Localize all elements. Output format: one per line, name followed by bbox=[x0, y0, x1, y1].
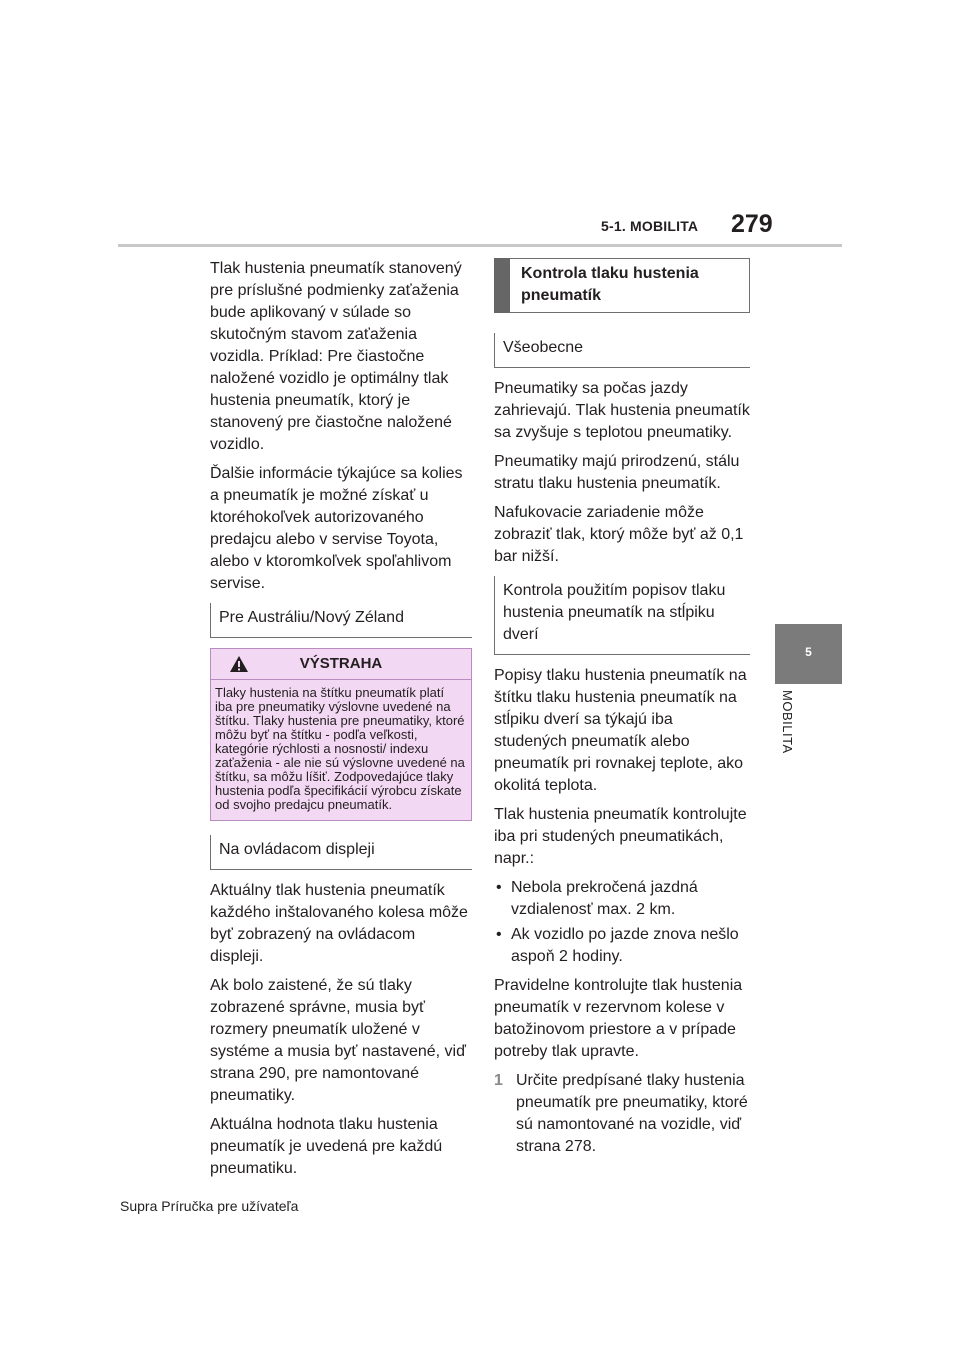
chapter-label-box bbox=[780, 690, 810, 780]
warning-title: VÝSTRAHA bbox=[299, 655, 383, 672]
section-title: Kontrola tlaku hustenia pneumatík bbox=[521, 265, 699, 304]
paragraph: Pravidelne kontrolujte tlak hustenia pneumatík v rezervnom kolese v batožinovom priestore a v prípade potreby tlak upravte. bbox=[494, 977, 743, 1060]
paragraph: Tlak hustenia pneumatík stanovený pre príslušné podmienky zaťaženia bude aplikovaný v súlade so skutočným stavom zaťaženia vozidla. Príklad: Pre čiastočne naložené vozidlo je optimálny tlak hustenia pneumatík, ktorý je stanovený pre čiastočne naložené vozidlo. bbox=[210, 260, 462, 453]
right-column bbox=[494, 258, 750, 1158]
left-column bbox=[210, 258, 472, 1187]
header-rule bbox=[118, 244, 842, 247]
page-number: 279 bbox=[731, 210, 773, 238]
paragraph: Nafukovacie zariadenie môže zobraziť tlak, ktorý môže byť až 0,1 bar nižší. bbox=[494, 504, 744, 565]
paragraph: Tlak hustenia pneumatík kontrolujte iba pri studených pneumatikách, napr.: bbox=[494, 806, 747, 867]
paragraph: Aktuálny tlak hustenia pneumatík každého inštalovaného kolesa môže byť zobrazený na ovládacom displeji. bbox=[210, 882, 468, 965]
bullet-text: Ak vozidlo po jazde znova nešlo aspoň 2 hodiny. bbox=[511, 926, 739, 965]
section-title-box bbox=[494, 258, 750, 313]
bullet-item bbox=[494, 877, 750, 921]
chapter-label: MOBILITA bbox=[780, 690, 795, 754]
step-item bbox=[494, 1070, 750, 1158]
section-header: 5-1. MOBILITA bbox=[601, 218, 699, 234]
paragraph: Aktuálna hodnota tlaku hustenia pneumatík je uvedená pre každú pneumatiku. bbox=[210, 1116, 443, 1177]
chapter-tab bbox=[775, 624, 842, 684]
warning-box bbox=[210, 648, 472, 821]
subheading: Na ovládacom displeji bbox=[210, 835, 472, 870]
subheading: Pre Austráliu/Nový Zéland bbox=[210, 603, 472, 638]
step-text: Určite predpísané tlaky hustenia pneumatík pre pneumatiky, ktoré sú namontované na vozidle, viď strana 278. bbox=[516, 1072, 748, 1155]
section-title-bar bbox=[494, 258, 510, 313]
paragraph: Popisy tlaku hustenia pneumatík na štítku tlaku hustenia pneumatík na stĺpiku dverí sa týkajú iba studených pneumatík alebo pneumatík pri rovnakej teplote, ako okolitá teplota. bbox=[494, 667, 747, 794]
paragraph: Ak bolo zaistené, že sú tlaky zobrazené správne, musia byť rozmery pneumatík uložené v systéme a musia byť nastavené, viď strana 290, pre namontované pneumatiky. bbox=[210, 977, 466, 1104]
footer: Supra Príručka pre užívateľa bbox=[120, 1198, 299, 1214]
warning-triangle-icon bbox=[229, 655, 249, 673]
warning-text: Tlaky hustenia na štítku pneumatík platí iba pre pneumatiky výslovne uvedené na štítku. Tlaky hustenia pre pneumatiky, ktoré môžu byť na štítku - podľa veľkosti, kategórie rýchlosti a nosnosti/ indexu zaťaženia - ale nie sú výslovne uvedené na štítku, sa môžu líšiť. Zodpovedajúce tlaky hustenia podľa špecifikácií výrobcu získate od svojho predajcu pneumatík. bbox=[215, 685, 465, 812]
paragraph: Ďalšie informácie týkajúce sa kolies a pneumatík je možné získať u ktoréhokoľvek autorizovaného predajcu alebo v servise Toyota, alebo v ktoromkoľvek spoľahlivom servise. bbox=[210, 465, 463, 592]
paragraph: Pneumatiky majú prirodzenú, stálu stratu tlaku hustenia pneumatík. bbox=[494, 453, 740, 492]
subheading: Kontrola použitím popisov tlaku hustenia pneumatík na stĺpiku dverí bbox=[494, 576, 750, 655]
warning-header bbox=[211, 649, 471, 680]
paragraph: Pneumatiky sa počas jazdy zahrievajú. Tlak hustenia pneumatík sa zvyšuje s teplotou pneumatiky. bbox=[494, 380, 750, 441]
bullet-icon: • bbox=[496, 926, 502, 943]
step-number: 1 bbox=[494, 1072, 503, 1089]
bullet-icon: • bbox=[496, 879, 502, 896]
bullet-item bbox=[494, 924, 750, 968]
bullet-text: Nebola prekročená jazdná vzdialenosť max. 2 km. bbox=[511, 879, 698, 918]
chapter-number: 5 bbox=[805, 645, 812, 659]
subheading: Všeobecne bbox=[494, 333, 750, 368]
